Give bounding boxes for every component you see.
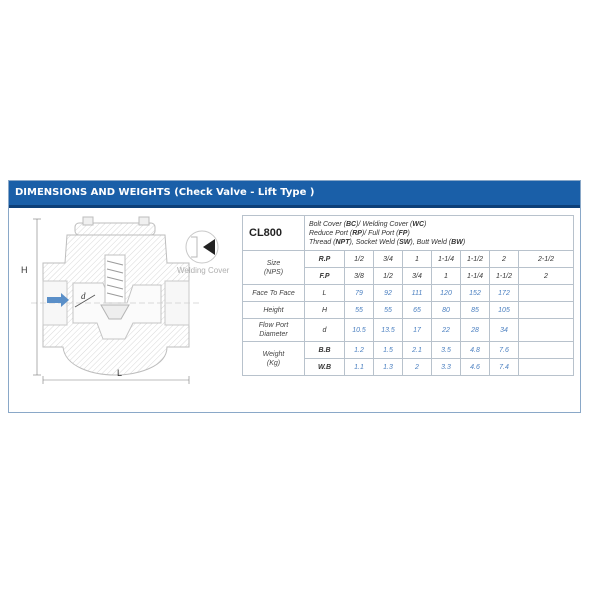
table-row xyxy=(243,285,574,302)
valve-drawing xyxy=(17,215,237,385)
rp-code: R.P xyxy=(305,251,345,268)
face-to-face-label: Face To Face xyxy=(243,285,305,302)
table-cell: 105 xyxy=(490,302,519,319)
section-title: DIMENSIONS AND WEIGHTS (Check Valve - Lift Type ) xyxy=(15,187,315,198)
height-code: H xyxy=(305,302,345,319)
wb-code: W.B xyxy=(305,359,345,376)
table-cell: 10.5 xyxy=(345,319,374,342)
legend-line: Thread (NPT), Socket Weld (SW), Butt Weld (BW) xyxy=(309,238,466,246)
table-cell: 55 xyxy=(374,302,403,319)
table-cell xyxy=(519,302,574,319)
dimensions-panel xyxy=(8,180,581,413)
table-cell: 152 xyxy=(461,285,490,302)
model-name: CL800 xyxy=(243,216,305,251)
table-cell: 1-1/2 xyxy=(490,268,519,285)
table-cell: 172 xyxy=(490,285,519,302)
table-cell: 1 xyxy=(403,251,432,268)
table-cell: 3.3 xyxy=(432,359,461,376)
welding-cover-label: Welding Cover xyxy=(177,266,230,275)
table-cell: 3.5 xyxy=(432,342,461,359)
table-cell: 80 xyxy=(432,302,461,319)
table-cell: 4.8 xyxy=(461,342,490,359)
table-cell: 1 xyxy=(432,268,461,285)
spec-table xyxy=(242,215,574,376)
table-cell: 1.1 xyxy=(345,359,374,376)
table-cell: 3/4 xyxy=(374,251,403,268)
table-cell: 1.2 xyxy=(345,342,374,359)
flow-port-code: d xyxy=(305,319,345,342)
table-cell: 22 xyxy=(432,319,461,342)
table-cell: 13.5 xyxy=(374,319,403,342)
legend-line: Reduce Port (RP)/ Full Port (FP) xyxy=(309,229,410,237)
table-cell: 2 xyxy=(490,251,519,268)
table-cell: 2 xyxy=(519,268,574,285)
height-row-label: Height xyxy=(243,302,305,319)
table-cell: 65 xyxy=(403,302,432,319)
table-cell: 85 xyxy=(461,302,490,319)
flow-port-label: Flow Port Diameter xyxy=(243,319,305,342)
weight-label-cell: Weight (Kg) xyxy=(243,342,305,376)
table-cell xyxy=(519,342,574,359)
table-cell xyxy=(519,319,574,342)
table-cell: 120 xyxy=(432,285,461,302)
table-row xyxy=(243,302,574,319)
welding-cover-icon xyxy=(186,231,218,263)
bb-code: B.B xyxy=(305,342,345,359)
fp-code: F.P xyxy=(305,268,345,285)
table-cell: 1.3 xyxy=(374,359,403,376)
table-row xyxy=(243,342,574,359)
table-cell: 17 xyxy=(403,319,432,342)
table-cell: 1/2 xyxy=(374,268,403,285)
table-cell: 2.1 xyxy=(403,342,432,359)
table-cell: 2-1/2 xyxy=(519,251,574,268)
table-cell: 111 xyxy=(403,285,432,302)
table-cell: 2 xyxy=(403,359,432,376)
table-cell: 79 xyxy=(345,285,374,302)
table-cell: 1-1/4 xyxy=(461,268,490,285)
size-label-cell: Size (NPS) xyxy=(243,251,305,285)
port-type-legend xyxy=(305,216,574,251)
length-label: L xyxy=(117,368,123,378)
check-valve-section-icon xyxy=(31,217,201,375)
table-row xyxy=(243,251,574,268)
table-cell: 3/4 xyxy=(403,268,432,285)
table-cell: 34 xyxy=(490,319,519,342)
diameter-label: d xyxy=(81,291,86,301)
face-to-face-code: L xyxy=(305,285,345,302)
height-label: H xyxy=(21,265,28,275)
table-cell xyxy=(519,285,574,302)
table-cell xyxy=(519,359,574,376)
legend-line: Bolt Cover (BC)/ Welding Cover (WC) xyxy=(309,220,427,228)
table-cell: 3/8 xyxy=(345,268,374,285)
table-cell: 28 xyxy=(461,319,490,342)
table-cell: 55 xyxy=(345,302,374,319)
table-cell: 7.6 xyxy=(490,342,519,359)
section-header xyxy=(9,181,580,208)
table-cell: 1-1/2 xyxy=(461,251,490,268)
table-cell: 7.4 xyxy=(490,359,519,376)
table-header-row xyxy=(243,216,574,251)
table-row xyxy=(243,319,574,342)
table-cell: 1/2 xyxy=(345,251,374,268)
table-cell: 92 xyxy=(374,285,403,302)
table-cell: 1-1/4 xyxy=(432,251,461,268)
table-cell: 1.5 xyxy=(374,342,403,359)
table-cell: 4.6 xyxy=(461,359,490,376)
